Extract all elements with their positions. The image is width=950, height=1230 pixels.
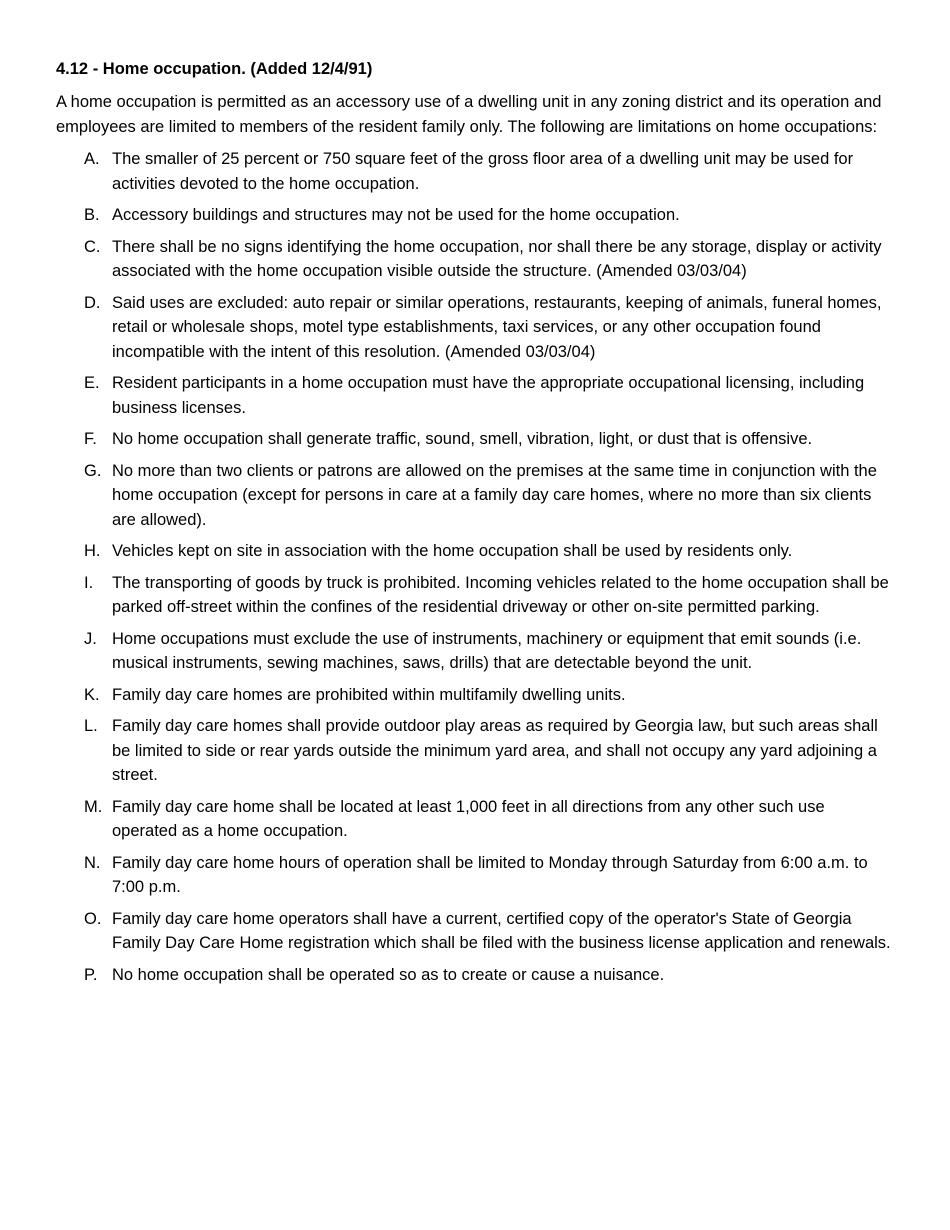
- list-item: [56, 371, 891, 420]
- list-marker: M.: [84, 797, 103, 816]
- list-item: [56, 235, 891, 284]
- list-item: [56, 683, 891, 708]
- list-item-text: Family day care home shall be located at least 1,000 feet in all directions from any other such use operated as a home occupation.: [112, 797, 825, 840]
- list-item-text: Family day care homes shall provide outdoor play areas as required by Georgia law, but such areas shall be limited to side or rear yards outside the minimum yard area, and shall not occupy any yard adjoining a street.: [112, 717, 878, 784]
- list-item-text: No home occupation shall generate traffic, sound, smell, vibration, light, or dust that is offensive.: [112, 430, 813, 448]
- list-item: [56, 907, 891, 956]
- list-item-text: No more than two clients or patrons are allowed on the premises at the same time in conjunction with the home occupation (except for persons in care at a family day care homes, where no more than six clients are allowed).: [112, 461, 877, 529]
- list-item: [56, 795, 891, 844]
- list-item: [56, 427, 891, 452]
- list-marker: E.: [84, 374, 100, 392]
- list-item: [56, 147, 891, 196]
- list-marker: J.: [84, 629, 97, 648]
- list-item-text: Family day care home operators shall have a current, certified copy of the operator's State of Georgia Family Day Care Home registration which shall be filed with the business license application and renewals.: [112, 909, 891, 952]
- list-marker: G.: [84, 461, 102, 480]
- list-item-text: The smaller of 25 percent or 750 square feet of the gross floor area of a dwelling unit may be used for activities devoted to the home occupation.: [112, 150, 854, 193]
- list-item-text: The transporting of goods by truck is prohibited. Incoming vehicles related to the home occupation shall be parked off-street within the confines of the residential driveway or other on-site permitted parking.: [112, 573, 889, 616]
- list-item-text: No home occupation shall be operated so as to create or cause a nuisance.: [112, 965, 665, 984]
- list-marker: O.: [84, 909, 102, 928]
- list-item: [56, 291, 891, 365]
- list-item-text: Resident participants in a home occupation must have the appropriate occupational licensing, including business licenses.: [112, 374, 865, 417]
- intro-paragraph: A home occupation is permitted as an accessory use of a dwelling unit in any zoning district and its operation and employees are limited to members of the resident family only. The following are limitations on home occupations:: [56, 93, 882, 136]
- document-page: [56, 57, 891, 994]
- list-item: [56, 851, 891, 900]
- list-item-text: Said uses are excluded: auto repair or similar operations, restaurants, keeping of animals, funeral homes, retail or wholesale shops, motel type establishments, taxi services, or any other occupation found incompatible with the intent of this resolution. (Amended 03/03/04): [112, 293, 882, 361]
- list-marker: P.: [84, 965, 98, 984]
- list-item: [56, 203, 891, 228]
- limitations-list: [56, 147, 891, 987]
- list-marker: H.: [84, 542, 101, 560]
- list-item: [56, 459, 891, 533]
- list-item: [56, 539, 891, 564]
- list-marker: I.: [84, 573, 94, 592]
- list-item: [56, 963, 891, 988]
- section-heading: 4.12 - Home occupation. (Added 12/4/91): [56, 60, 373, 78]
- list-item: [56, 627, 891, 676]
- list-marker: K.: [84, 685, 100, 704]
- list-marker: C.: [84, 237, 101, 256]
- list-item-text: Family day care home hours of operation shall be limited to Monday through Saturday from 6:00 a.m. to 7:00 p.m.: [112, 853, 868, 896]
- list-marker: L.: [84, 717, 98, 735]
- list-marker: B.: [84, 206, 100, 224]
- list-item-text: Vehicles kept on site in association with the home occupation shall be used by residents only.: [112, 542, 793, 560]
- list-item: [56, 571, 891, 620]
- list-marker: D.: [84, 293, 101, 312]
- list-item-text: Home occupations must exclude the use of instruments, machinery or equipment that emit sounds (i.e. musical instruments, sewing machines, saws, drills) that are detectable beyond the unit.: [112, 629, 862, 672]
- list-item-text: Accessory buildings and structures may not be used for the home occupation.: [112, 206, 680, 224]
- list-item-text: Family day care homes are prohibited within multifamily dwelling units.: [112, 685, 626, 704]
- list-item: [56, 714, 891, 788]
- list-marker: N.: [84, 853, 101, 872]
- list-marker: A.: [84, 150, 100, 168]
- list-item-text: There shall be no signs identifying the home occupation, nor shall there be any storage, display or activity associated with the home occupation visible outside the structure. (Amended 03/03/04): [112, 237, 882, 280]
- list-marker: F.: [84, 430, 97, 448]
